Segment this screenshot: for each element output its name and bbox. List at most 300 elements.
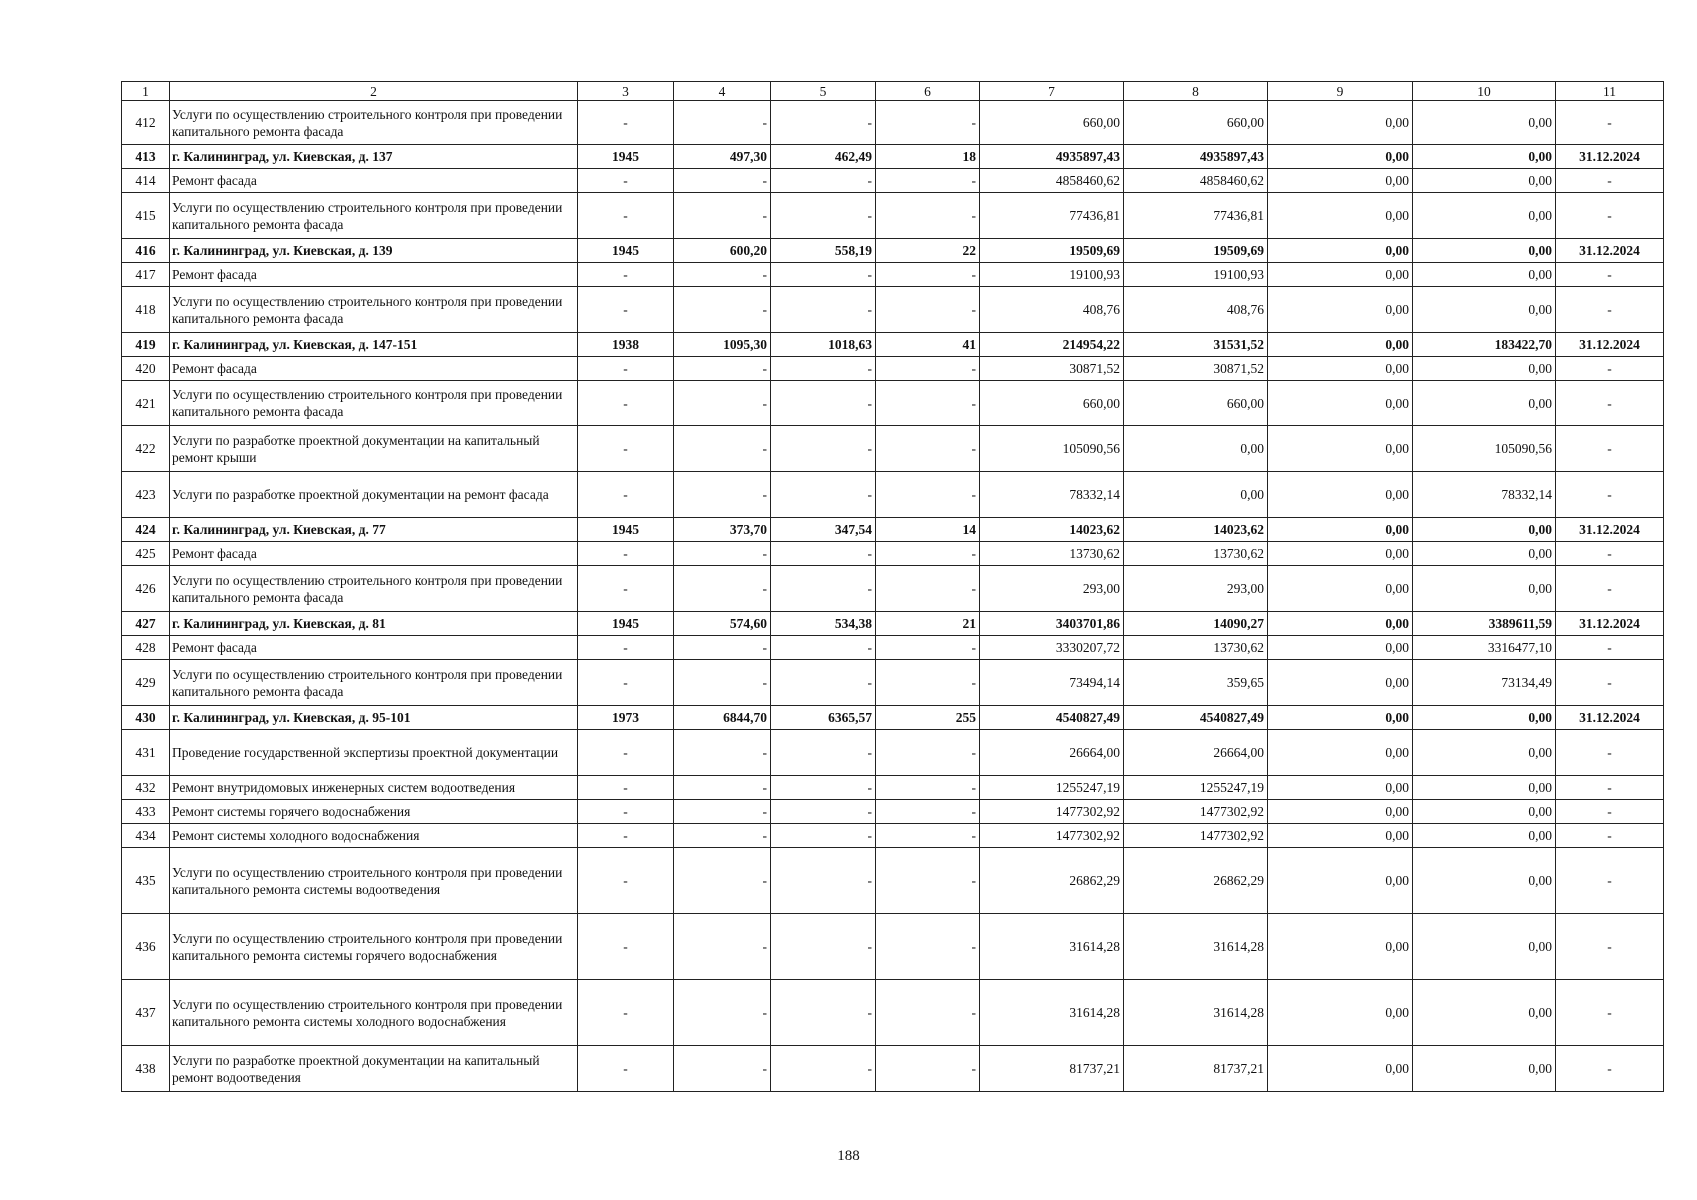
total-cost-cell: 660,00 [980, 101, 1124, 145]
year-cell: - [578, 730, 674, 776]
completion-date-cell: 31.12.2024 [1556, 333, 1664, 357]
area-total-cell: - [674, 800, 771, 824]
row-number-cell: 428 [122, 636, 170, 660]
row-number-cell: 424 [122, 518, 170, 542]
owners-funds-cell: 0,00 [1413, 730, 1556, 776]
completion-date-cell: - [1556, 800, 1664, 824]
area-living-cell: - [771, 542, 876, 566]
year-cell: - [578, 381, 674, 426]
description-cell: Услуги по осуществлению строительного контроля при проведении капитального ремонта фасада [170, 101, 578, 145]
residents-cell: - [876, 101, 980, 145]
work-item-row [122, 542, 1664, 566]
residents-cell: - [876, 776, 980, 800]
local-budget-cell: 0,00 [1268, 636, 1413, 660]
area-total-cell: - [674, 193, 771, 239]
residents-cell: - [876, 636, 980, 660]
owners-funds-cell: 183422,70 [1413, 333, 1556, 357]
description-cell: Ремонт системы холодного водоснабжения [170, 824, 578, 848]
owners-funds-cell: 78332,14 [1413, 472, 1556, 518]
year-cell: - [578, 848, 674, 914]
year-cell: - [578, 660, 674, 706]
description-cell: Ремонт фасада [170, 357, 578, 381]
completion-date-cell: - [1556, 636, 1664, 660]
area-total-cell: - [674, 263, 771, 287]
residents-cell: - [876, 730, 980, 776]
description-cell: Ремонт фасада [170, 542, 578, 566]
local-budget-cell: 0,00 [1268, 239, 1413, 263]
completion-date-cell: - [1556, 980, 1664, 1046]
work-item-row [122, 914, 1664, 980]
local-budget-cell: 0,00 [1268, 381, 1413, 426]
work-item-row [122, 848, 1664, 914]
row-number-cell: 422 [122, 426, 170, 472]
area-total-cell: - [674, 636, 771, 660]
total-cost-cell: 4858460,62 [980, 169, 1124, 193]
regional-fund-cell: 13730,62 [1124, 636, 1268, 660]
completion-date-cell: - [1556, 566, 1664, 612]
area-living-cell: - [771, 263, 876, 287]
residents-cell: 18 [876, 145, 980, 169]
residents-cell: - [876, 800, 980, 824]
regional-fund-cell: 359,65 [1124, 660, 1268, 706]
row-number-cell: 429 [122, 660, 170, 706]
description-cell: Проведение государственной экспертизы проектной документации [170, 730, 578, 776]
completion-date-cell: - [1556, 472, 1664, 518]
column-header: 6 [876, 82, 980, 101]
total-cost-cell: 26664,00 [980, 730, 1124, 776]
regional-fund-cell: 4858460,62 [1124, 169, 1268, 193]
area-living-cell: 558,19 [771, 239, 876, 263]
owners-funds-cell: 0,00 [1413, 263, 1556, 287]
area-living-cell: 6365,57 [771, 706, 876, 730]
work-item-row [122, 169, 1664, 193]
residents-cell: - [876, 660, 980, 706]
row-number-cell: 432 [122, 776, 170, 800]
area-living-cell: 462,49 [771, 145, 876, 169]
residents-cell: - [876, 472, 980, 518]
row-number-cell: 418 [122, 287, 170, 333]
regional-fund-cell: 660,00 [1124, 381, 1268, 426]
owners-funds-cell: 0,00 [1413, 706, 1556, 730]
regional-fund-cell: 408,76 [1124, 287, 1268, 333]
year-cell: - [578, 263, 674, 287]
area-total-cell: - [674, 914, 771, 980]
row-number-cell: 426 [122, 566, 170, 612]
page-number: 188 [837, 1148, 860, 1164]
total-cost-cell: 26862,29 [980, 848, 1124, 914]
local-budget-cell: 0,00 [1268, 660, 1413, 706]
area-living-cell: - [771, 1046, 876, 1092]
row-number-cell: 423 [122, 472, 170, 518]
total-cost-cell: 293,00 [980, 566, 1124, 612]
year-cell: - [578, 1046, 674, 1092]
row-number-cell: 427 [122, 612, 170, 636]
residents-cell: - [876, 1046, 980, 1092]
work-item-row [122, 357, 1664, 381]
year-cell: 1938 [578, 333, 674, 357]
owners-funds-cell: 0,00 [1413, 914, 1556, 980]
column-header: 10 [1413, 82, 1556, 101]
local-budget-cell: 0,00 [1268, 706, 1413, 730]
owners-funds-cell: 0,00 [1413, 800, 1556, 824]
description-cell: Услуги по осуществлению строительного контроля при проведении капитального ремонта фасада [170, 193, 578, 239]
owners-funds-cell: 0,00 [1413, 145, 1556, 169]
description-cell: Услуги по осуществлению строительного контроля при проведении капитального ремонта фасада [170, 381, 578, 426]
description-cell: Ремонт внутридомовых инженерных систем водоотведения [170, 776, 578, 800]
owners-funds-cell: 0,00 [1413, 239, 1556, 263]
description-cell: Ремонт фасада [170, 263, 578, 287]
work-item-row [122, 566, 1664, 612]
row-number-cell: 430 [122, 706, 170, 730]
description-cell: Услуги по разработке проектной документации на ремонт фасада [170, 472, 578, 518]
total-cost-cell: 31614,28 [980, 980, 1124, 1046]
local-budget-cell: 0,00 [1268, 426, 1413, 472]
residents-cell: - [876, 426, 980, 472]
total-cost-cell: 14023,62 [980, 518, 1124, 542]
row-number-cell: 434 [122, 824, 170, 848]
regional-fund-cell: 660,00 [1124, 101, 1268, 145]
regional-fund-cell: 26664,00 [1124, 730, 1268, 776]
regional-fund-cell: 31614,28 [1124, 914, 1268, 980]
year-cell: - [578, 193, 674, 239]
completion-date-cell: - [1556, 730, 1664, 776]
local-budget-cell: 0,00 [1268, 472, 1413, 518]
year-cell: - [578, 287, 674, 333]
regional-fund-cell: 30871,52 [1124, 357, 1268, 381]
work-item-row [122, 1046, 1664, 1092]
completion-date-cell: - [1556, 263, 1664, 287]
area-living-cell: - [771, 169, 876, 193]
area-living-cell: 1018,63 [771, 333, 876, 357]
year-cell: - [578, 800, 674, 824]
area-living-cell: - [771, 101, 876, 145]
area-total-cell: - [674, 542, 771, 566]
regional-fund-cell: 13730,62 [1124, 542, 1268, 566]
area-total-cell: - [674, 169, 771, 193]
description-cell: Услуги по осуществлению строительного контроля при проведении капитального ремонта системы водоотведения [170, 848, 578, 914]
regional-fund-cell: 19100,93 [1124, 263, 1268, 287]
description-cell: г. Калининград, ул. Киевская, д. 147-151 [170, 333, 578, 357]
year-cell: 1945 [578, 612, 674, 636]
area-total-cell: - [674, 101, 771, 145]
local-budget-cell: 0,00 [1268, 193, 1413, 239]
area-living-cell: - [771, 914, 876, 980]
owners-funds-cell: 73134,49 [1413, 660, 1556, 706]
column-header: 9 [1268, 82, 1413, 101]
local-budget-cell: 0,00 [1268, 914, 1413, 980]
area-total-cell: - [674, 1046, 771, 1092]
description-cell: Услуги по разработке проектной документации на капитальный ремонт крыши [170, 426, 578, 472]
row-number-cell: 417 [122, 263, 170, 287]
column-header: 3 [578, 82, 674, 101]
column-header: 8 [1124, 82, 1268, 101]
total-cost-cell: 13730,62 [980, 542, 1124, 566]
work-item-row [122, 193, 1664, 239]
column-number-row [122, 82, 1664, 101]
description-cell: Ремонт фасада [170, 169, 578, 193]
total-cost-cell: 1477302,92 [980, 824, 1124, 848]
area-living-cell: - [771, 776, 876, 800]
column-header: 11 [1556, 82, 1664, 101]
regional-fund-cell: 19509,69 [1124, 239, 1268, 263]
local-budget-cell: 0,00 [1268, 612, 1413, 636]
description-cell: г. Калининград, ул. Киевская, д. 77 [170, 518, 578, 542]
owners-funds-cell: 0,00 [1413, 542, 1556, 566]
completion-date-cell: - [1556, 660, 1664, 706]
work-item-row [122, 730, 1664, 776]
total-cost-cell: 1477302,92 [980, 800, 1124, 824]
description-cell: г. Калининград, ул. Киевская, д. 81 [170, 612, 578, 636]
area-living-cell: - [771, 287, 876, 333]
total-cost-cell: 73494,14 [980, 660, 1124, 706]
owners-funds-cell: 0,00 [1413, 980, 1556, 1046]
local-budget-cell: 0,00 [1268, 800, 1413, 824]
description-cell: г. Калининград, ул. Киевская, д. 95-101 [170, 706, 578, 730]
owners-funds-cell: 0,00 [1413, 169, 1556, 193]
local-budget-cell: 0,00 [1268, 169, 1413, 193]
address-row [122, 706, 1664, 730]
owners-funds-cell: 0,00 [1413, 776, 1556, 800]
owners-funds-cell: 0,00 [1413, 381, 1556, 426]
row-number-cell: 431 [122, 730, 170, 776]
completion-date-cell: - [1556, 848, 1664, 914]
work-item-row [122, 824, 1664, 848]
owners-funds-cell: 105090,56 [1413, 426, 1556, 472]
work-item-row [122, 263, 1664, 287]
completion-date-cell: - [1556, 1046, 1664, 1092]
owners-funds-cell: 0,00 [1413, 566, 1556, 612]
residents-cell: 255 [876, 706, 980, 730]
area-total-cell: - [674, 776, 771, 800]
total-cost-cell: 214954,22 [980, 333, 1124, 357]
description-cell: Ремонт фасада [170, 636, 578, 660]
local-budget-cell: 0,00 [1268, 730, 1413, 776]
regional-fund-cell: 77436,81 [1124, 193, 1268, 239]
area-total-cell: - [674, 824, 771, 848]
local-budget-cell: 0,00 [1268, 542, 1413, 566]
regional-fund-cell: 31614,28 [1124, 980, 1268, 1046]
completion-date-cell: 31.12.2024 [1556, 145, 1664, 169]
residents-cell: - [876, 287, 980, 333]
year-cell: - [578, 980, 674, 1046]
residents-cell: - [876, 381, 980, 426]
description-cell: Ремонт системы горячего водоснабжения [170, 800, 578, 824]
address-row [122, 145, 1664, 169]
area-total-cell: - [674, 848, 771, 914]
table-body [122, 101, 1664, 1092]
owners-funds-cell: 0,00 [1413, 1046, 1556, 1092]
regional-fund-cell: 293,00 [1124, 566, 1268, 612]
residents-cell: - [876, 980, 980, 1046]
year-cell: - [578, 824, 674, 848]
total-cost-cell: 81737,21 [980, 1046, 1124, 1092]
area-total-cell: - [674, 472, 771, 518]
register-table-container [121, 81, 1663, 1092]
local-budget-cell: 0,00 [1268, 776, 1413, 800]
area-living-cell: 534,38 [771, 612, 876, 636]
year-cell: 1973 [578, 706, 674, 730]
work-item-row [122, 660, 1664, 706]
row-number-cell: 420 [122, 357, 170, 381]
area-living-cell: - [771, 426, 876, 472]
area-total-cell: 373,70 [674, 518, 771, 542]
local-budget-cell: 0,00 [1268, 824, 1413, 848]
completion-date-cell: - [1556, 101, 1664, 145]
column-header: 7 [980, 82, 1124, 101]
residents-cell: - [876, 848, 980, 914]
total-cost-cell: 19509,69 [980, 239, 1124, 263]
area-living-cell: - [771, 193, 876, 239]
year-cell: - [578, 101, 674, 145]
owners-funds-cell: 0,00 [1413, 287, 1556, 333]
local-budget-cell: 0,00 [1268, 287, 1413, 333]
column-header: 4 [674, 82, 771, 101]
area-living-cell: - [771, 660, 876, 706]
address-row [122, 333, 1664, 357]
total-cost-cell: 3330207,72 [980, 636, 1124, 660]
total-cost-cell: 3403701,86 [980, 612, 1124, 636]
area-total-cell: - [674, 730, 771, 776]
year-cell: - [578, 472, 674, 518]
residents-cell: - [876, 263, 980, 287]
total-cost-cell: 77436,81 [980, 193, 1124, 239]
work-item-row [122, 800, 1664, 824]
area-living-cell: - [771, 357, 876, 381]
area-total-cell: 1095,30 [674, 333, 771, 357]
owners-funds-cell: 0,00 [1413, 518, 1556, 542]
residents-cell: 22 [876, 239, 980, 263]
row-number-cell: 414 [122, 169, 170, 193]
register-table [121, 81, 1664, 1092]
regional-fund-cell: 0,00 [1124, 426, 1268, 472]
work-item-row [122, 636, 1664, 660]
area-total-cell: - [674, 980, 771, 1046]
owners-funds-cell: 0,00 [1413, 848, 1556, 914]
address-row [122, 239, 1664, 263]
owners-funds-cell: 0,00 [1413, 357, 1556, 381]
area-living-cell: - [771, 980, 876, 1046]
work-item-row [122, 472, 1664, 518]
address-row [122, 612, 1664, 636]
regional-fund-cell: 26862,29 [1124, 848, 1268, 914]
row-number-cell: 419 [122, 333, 170, 357]
year-cell: - [578, 566, 674, 612]
owners-funds-cell: 3316477,10 [1413, 636, 1556, 660]
local-budget-cell: 0,00 [1268, 566, 1413, 612]
local-budget-cell: 0,00 [1268, 518, 1413, 542]
local-budget-cell: 0,00 [1268, 980, 1413, 1046]
owners-funds-cell: 0,00 [1413, 101, 1556, 145]
description-cell: Услуги по осуществлению строительного контроля при проведении капитального ремонта системы холодного водоснабжения [170, 980, 578, 1046]
completion-date-cell: - [1556, 824, 1664, 848]
total-cost-cell: 105090,56 [980, 426, 1124, 472]
year-cell: - [578, 914, 674, 980]
regional-fund-cell: 31531,52 [1124, 333, 1268, 357]
completion-date-cell: - [1556, 542, 1664, 566]
work-item-row [122, 980, 1664, 1046]
total-cost-cell: 78332,14 [980, 472, 1124, 518]
completion-date-cell: - [1556, 357, 1664, 381]
total-cost-cell: 30871,52 [980, 357, 1124, 381]
year-cell: 1945 [578, 239, 674, 263]
description-cell: Услуги по осуществлению строительного контроля при проведении капитального ремонта фасада [170, 566, 578, 612]
row-number-cell: 438 [122, 1046, 170, 1092]
area-living-cell: - [771, 730, 876, 776]
local-budget-cell: 0,00 [1268, 145, 1413, 169]
area-total-cell: - [674, 381, 771, 426]
completion-date-cell: 31.12.2024 [1556, 518, 1664, 542]
year-cell: - [578, 776, 674, 800]
year-cell: 1945 [578, 518, 674, 542]
residents-cell: 14 [876, 518, 980, 542]
area-living-cell: - [771, 381, 876, 426]
row-number-cell: 413 [122, 145, 170, 169]
total-cost-cell: 31614,28 [980, 914, 1124, 980]
owners-funds-cell: 3389611,59 [1413, 612, 1556, 636]
column-header: 2 [170, 82, 578, 101]
row-number-cell: 437 [122, 980, 170, 1046]
description-cell: Услуги по осуществлению строительного контроля при проведении капитального ремонта фасада [170, 660, 578, 706]
row-number-cell: 415 [122, 193, 170, 239]
row-number-cell: 425 [122, 542, 170, 566]
local-budget-cell: 0,00 [1268, 1046, 1413, 1092]
completion-date-cell: 31.12.2024 [1556, 612, 1664, 636]
area-total-cell: - [674, 357, 771, 381]
completion-date-cell: - [1556, 381, 1664, 426]
column-header: 1 [122, 82, 170, 101]
total-cost-cell: 1255247,19 [980, 776, 1124, 800]
area-living-cell: - [771, 800, 876, 824]
area-total-cell: 497,30 [674, 145, 771, 169]
total-cost-cell: 4935897,43 [980, 145, 1124, 169]
owners-funds-cell: 0,00 [1413, 193, 1556, 239]
local-budget-cell: 0,00 [1268, 101, 1413, 145]
residents-cell: - [876, 914, 980, 980]
description-cell: г. Калининград, ул. Киевская, д. 137 [170, 145, 578, 169]
local-budget-cell: 0,00 [1268, 848, 1413, 914]
row-number-cell: 433 [122, 800, 170, 824]
residents-cell: - [876, 542, 980, 566]
year-cell: - [578, 357, 674, 381]
description-cell: г. Калининград, ул. Киевская, д. 139 [170, 239, 578, 263]
area-living-cell: - [771, 636, 876, 660]
area-total-cell: 6844,70 [674, 706, 771, 730]
area-total-cell: - [674, 660, 771, 706]
row-number-cell: 421 [122, 381, 170, 426]
year-cell: - [578, 169, 674, 193]
row-number-cell: 435 [122, 848, 170, 914]
area-total-cell: 600,20 [674, 239, 771, 263]
row-number-cell: 436 [122, 914, 170, 980]
residents-cell: 21 [876, 612, 980, 636]
description-cell: Услуги по осуществлению строительного контроля при проведении капитального ремонта системы горячего водоснабжения [170, 914, 578, 980]
regional-fund-cell: 1477302,92 [1124, 800, 1268, 824]
year-cell: 1945 [578, 145, 674, 169]
row-number-cell: 416 [122, 239, 170, 263]
work-item-row [122, 776, 1664, 800]
completion-date-cell: - [1556, 426, 1664, 472]
regional-fund-cell: 0,00 [1124, 472, 1268, 518]
regional-fund-cell: 14090,27 [1124, 612, 1268, 636]
local-budget-cell: 0,00 [1268, 263, 1413, 287]
regional-fund-cell: 1255247,19 [1124, 776, 1268, 800]
area-living-cell: 347,54 [771, 518, 876, 542]
row-number-cell: 412 [122, 101, 170, 145]
residents-cell: - [876, 824, 980, 848]
area-living-cell: - [771, 824, 876, 848]
year-cell: - [578, 426, 674, 472]
area-total-cell: 574,60 [674, 612, 771, 636]
